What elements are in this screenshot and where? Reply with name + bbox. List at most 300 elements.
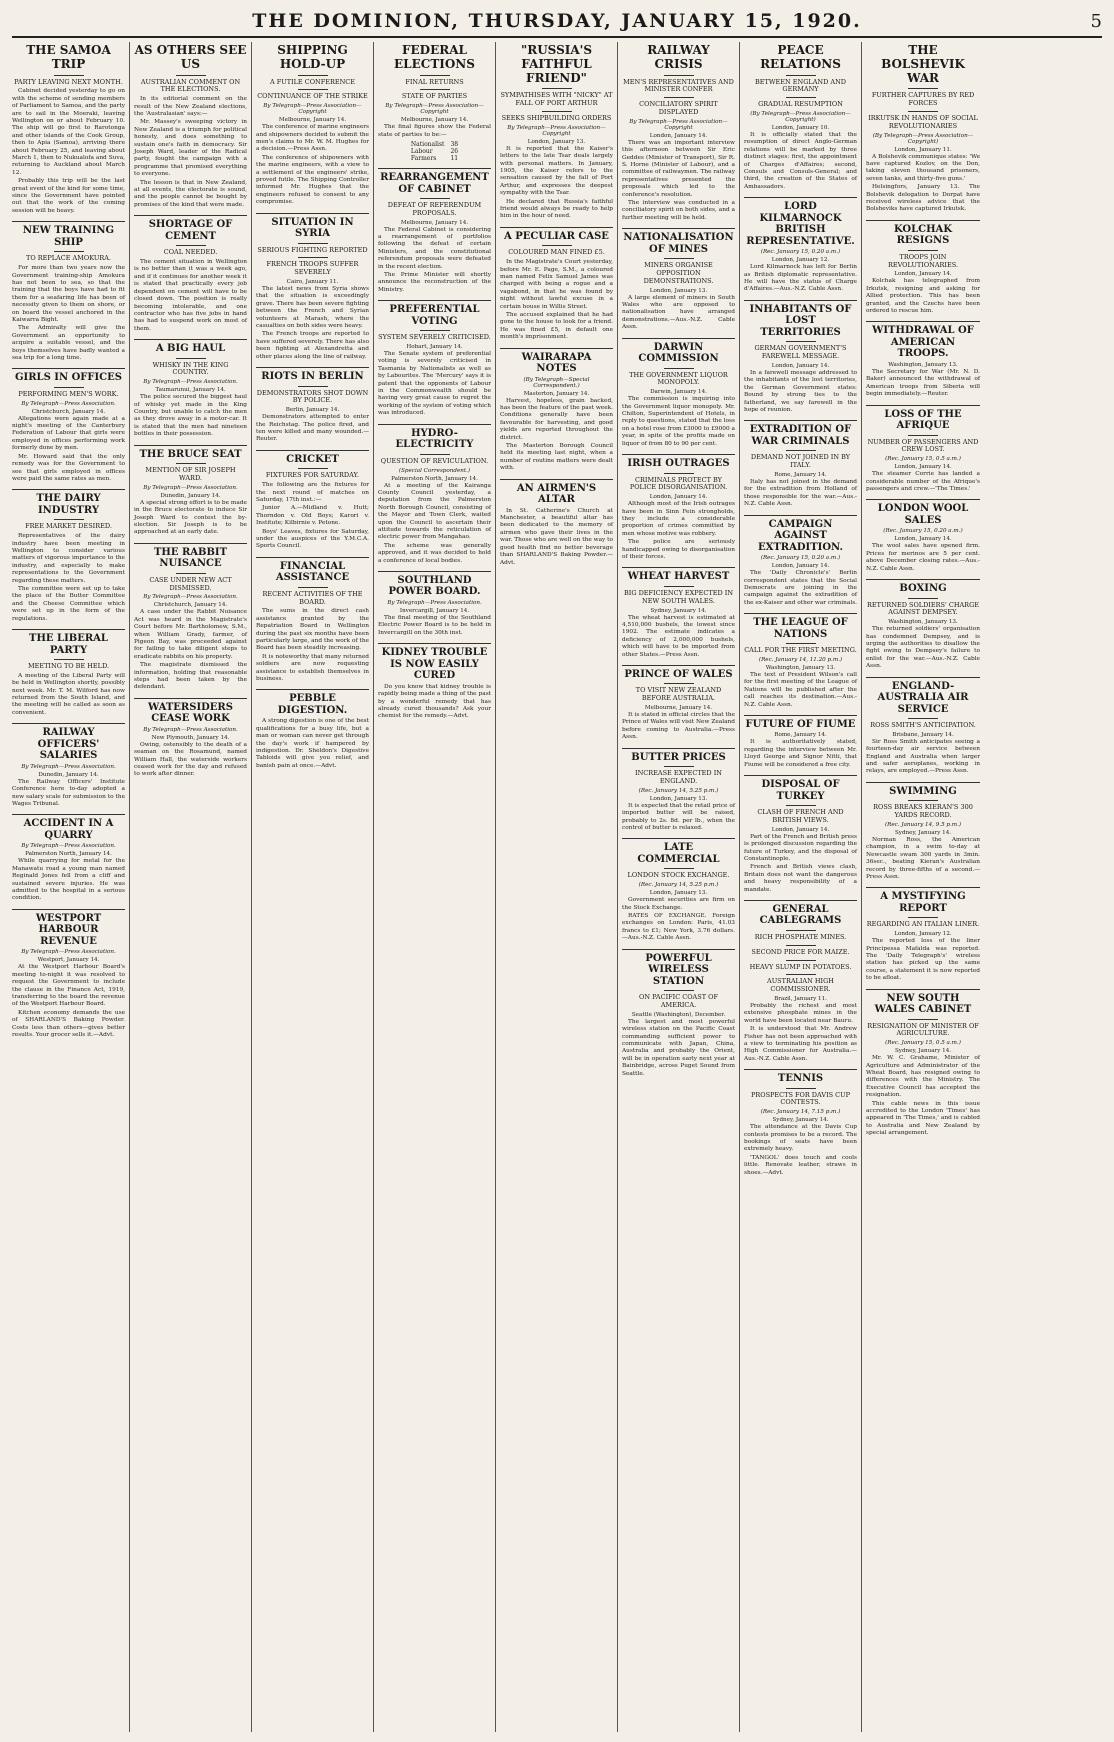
headline: SWIMMING xyxy=(889,785,957,797)
headline-dash xyxy=(420,454,450,455)
paragraph: Allegations were again made at a night's meeting of the Canterbury Federation of Labour that girls were employed in offices performing work formerly done by men. xyxy=(12,415,125,452)
headline: LONDON WOOL SALES xyxy=(877,503,969,526)
subheadline: TO REPLACE AMOKURA. xyxy=(26,254,111,263)
dateline: London, January 14. xyxy=(894,464,952,471)
headline: PREFERENTIAL VOTING xyxy=(389,304,480,327)
headline-dash xyxy=(786,974,816,975)
paragraph: The police secured the biggest haul of whisky yet made in the King Country, but unable to catch the men as they drove away in a motor-car. It is stated that the men had nineteen bottles in their possession. xyxy=(134,394,247,438)
article-body xyxy=(500,508,613,567)
article xyxy=(866,677,980,776)
article-body xyxy=(866,543,980,573)
article-body xyxy=(378,615,491,637)
headline: THE BOLSHEVIK WAR xyxy=(881,43,965,85)
article-divider xyxy=(134,339,247,340)
subheadline: TO VISIT NEW ZEALAND BEFORE AUSTRALIA. xyxy=(635,686,722,703)
article-body xyxy=(744,370,857,414)
paragraph: Mr. Howard said that the only remedy was for the Government to see that girls employed in offices were paid the same rates as men. xyxy=(12,453,125,482)
headline: WITHDRAWAL OF AMERICAN TROOPS. xyxy=(872,325,974,360)
headline-dash xyxy=(664,75,694,76)
headline-dash xyxy=(786,341,816,342)
headline-dash xyxy=(664,990,694,991)
article-divider xyxy=(134,698,247,699)
paragraph: The commission is inquiring into the Government liquor monopoly. Mr. Chilton, Superintendent of Hotels, in reply to questions, stated that the loss on a hotel rose from £3000 to £9000 a year, in spite of the profits made on liquor of from 80 to 90 per cent. xyxy=(622,396,735,447)
article xyxy=(500,479,613,567)
headline: CRICKET xyxy=(286,453,339,465)
article-divider xyxy=(12,909,125,910)
paragraph: Mr. Massey's sweeping victory in New Zealand is a triumph for political honesty, and does something to sustain one's faith in democracy. Sir Joseph Ward, leader of the Radical party, fought the campaign with a programme that promised everything to everyone. xyxy=(134,119,247,178)
article-divider xyxy=(500,348,613,349)
dateline: Washington, January 13. xyxy=(888,619,958,626)
byline: (Rec. January 15, 0.20 a.m.) xyxy=(760,249,841,256)
dateline: Dunedin, January 14. xyxy=(160,492,221,499)
article xyxy=(744,515,857,608)
dateline: London, January 14. xyxy=(894,536,952,543)
paragraph: It is understood that Mr. Andrew Fisher has not been approached with a view to terminating his position as High Commissioner for Australia.—Aus.-N.Z. Cable Assn. xyxy=(744,1026,857,1062)
headline-dash xyxy=(908,111,938,112)
subheadline: COAL NEEDED. xyxy=(163,248,218,257)
masthead xyxy=(12,6,1102,38)
paragraph: Part of the French and British press is prolonged discussion regarding the future of Turkey, and the disposal of Constantinople. xyxy=(744,833,857,862)
article-divider xyxy=(744,613,857,614)
paragraph: The magistrate dismissed the information, holding that reasonable steps had been taken by the defendant. xyxy=(134,662,247,691)
subheadline: A FUTILE CONFERENCE xyxy=(269,77,356,86)
paragraph: It is reported that the Kaiser's letters to the late Tsar deals largely with personal matters. In January, 1905, the Kaiser refers to the sensation caused by the fall of Port Arthur, and expresses the deepest sympathy with the Tsar. xyxy=(500,145,613,197)
byline: (Rec. January 14, 9.5 p.m.) xyxy=(884,821,962,828)
dateline: London, January 14. xyxy=(649,132,708,139)
article xyxy=(12,629,125,717)
headline: WESTPORT HARBOUR REVENUE xyxy=(35,912,102,947)
paragraph: The steamer Corrie has landed a considerable number of the Afrique's passengers and crew.—'The Times.' xyxy=(866,471,980,492)
paragraph: The Admiralty will give the Government an opportunity to acquire a suitable vessel, and the boys themselves have badly wanted a sea trip for a long time. xyxy=(12,325,125,361)
dateline: Brisbane, January 14. xyxy=(892,731,954,738)
dateline: Invercargill, January 14. xyxy=(399,607,470,614)
headline-dash xyxy=(786,643,816,644)
article xyxy=(378,643,491,721)
article-divider xyxy=(12,368,125,369)
headline-dash xyxy=(420,75,450,76)
headline: RIOTS IN BERLIN xyxy=(261,371,364,383)
article-body xyxy=(134,500,247,537)
subheadline: ROSS SMITH'S ANTICIPATION. xyxy=(870,721,976,730)
headline-dash xyxy=(664,868,694,869)
headline: LATE COMMERCIAL xyxy=(637,842,720,865)
subheadline: DEMAND NOT JOINED IN BY ITALY. xyxy=(750,453,851,470)
article-body xyxy=(12,964,125,1039)
headline: SITUATION IN SYRIA xyxy=(271,216,354,240)
dateline: Sydney, January 14. xyxy=(894,829,952,836)
subheadline: CONCILIATORY SPIRIT DISPLAYED xyxy=(639,100,718,116)
paragraph: Italy has not joined in the demand for the extradition from Holland of those responsible for the war.—Aus.-N.Z. Cable Assn. xyxy=(744,478,857,508)
article xyxy=(134,215,247,333)
headline-dash xyxy=(542,111,572,112)
paragraph: A special strong effort is to be made in the Bruce electorate to induce Sir Joseph Ward to contest the by-election. Sir Joseph is to be approached at an early date. xyxy=(134,499,247,536)
dateline: London, January 14. xyxy=(771,563,830,570)
party-seats: 38 xyxy=(450,141,459,148)
article xyxy=(12,723,125,808)
paragraph: The Masterton Borough Council held its meeting last night, when a number of routine matters were dealt with. xyxy=(500,443,613,472)
headline: POWERFUL WIRELESS STATION xyxy=(645,952,712,987)
article-divider xyxy=(866,321,980,322)
article xyxy=(866,44,980,214)
article xyxy=(866,782,980,882)
article xyxy=(12,814,125,902)
table-row xyxy=(408,141,461,148)
article-divider xyxy=(622,567,735,568)
paragraph: The lesson is that in New Zealand, at all events, the electorate is sound, and the people cannot be bought by promises of the kind that were made. xyxy=(134,179,247,208)
article xyxy=(12,368,125,483)
dateline: Berlin, January 14. xyxy=(285,407,340,414)
article-divider xyxy=(256,689,369,690)
article-body xyxy=(622,140,735,222)
dateline: Washington, January 13. xyxy=(765,664,836,671)
dateline: Dunedin, January 14. xyxy=(38,771,99,778)
article-body xyxy=(12,265,125,362)
paragraph: Kitchen economy demands the use of SHARLAND'S Baking Powder. Costs less than others—gives better results. Your grocer sells it.—Advt. xyxy=(12,1009,125,1038)
byline: By Telegraph—Press Association. xyxy=(143,484,238,491)
article-divider xyxy=(12,221,125,222)
paragraph: Probably this trip will be the last great event of the kind for some time, since the Government have pointed out that the work of the coming session will be heavy. xyxy=(12,178,125,214)
byline: (By Telegraph—Press Association—Copyright) xyxy=(872,132,974,145)
dateline: Christchurch, January 14. xyxy=(31,408,106,415)
subheadline: MEN'S REPRESENTATIVES AND MINISTER CONFER xyxy=(623,77,734,94)
headline-dash xyxy=(786,450,816,451)
article-body xyxy=(12,858,125,902)
dateline: London, January 13. xyxy=(649,890,708,897)
article-divider xyxy=(744,420,857,421)
byline: By Telegraph—Press Association. xyxy=(21,763,116,770)
article xyxy=(134,445,247,537)
article-divider xyxy=(866,499,980,500)
byline: (Rec. January 15, 0.20 a.m.) xyxy=(760,555,841,562)
subheadline: WHISKY IN THE KING COUNTRY. xyxy=(152,360,229,377)
article-body xyxy=(622,803,735,833)
article xyxy=(866,887,980,982)
party-name: Labour xyxy=(410,148,433,155)
subheadline: MINERS ORGANISE OPPOSITION DEMONSTRATIONS. xyxy=(643,261,714,285)
dateline: Melbourne, January 14. xyxy=(278,117,347,124)
dateline: London, January 13. xyxy=(649,795,708,802)
subheadline: RETURNED SOLDIERS' CHARGE AGAINST DEMPSEY. xyxy=(866,600,980,617)
dateline: Cairo, January 11. xyxy=(286,279,339,286)
headline: TENNIS xyxy=(777,1073,824,1085)
headline-dash xyxy=(664,473,694,474)
article-divider xyxy=(866,220,980,221)
article-divider xyxy=(622,338,735,339)
dateline: London, January 14. xyxy=(771,826,830,833)
article xyxy=(744,613,857,709)
article-divider xyxy=(622,665,735,666)
article xyxy=(256,689,369,770)
article-body xyxy=(744,264,857,294)
article xyxy=(622,338,735,448)
article xyxy=(622,949,735,1078)
headline: KIDNEY TROUBLE IS NOW EASILY CURED xyxy=(381,647,488,682)
headline-dash xyxy=(908,800,938,801)
byline: (Special Correspondent.) xyxy=(398,467,471,474)
article xyxy=(622,748,735,833)
article-divider xyxy=(866,887,980,888)
column-3 xyxy=(252,42,374,1732)
dateline: Palmerston North, January 14. xyxy=(25,851,112,858)
subheadline: CASE UNDER NEW ACT DISMISSED. xyxy=(149,575,232,592)
article xyxy=(134,698,247,779)
article-divider xyxy=(866,405,980,406)
column-7 xyxy=(740,42,862,1732)
article-body xyxy=(378,483,491,565)
article-body xyxy=(622,396,735,448)
headline: KOLCHAK RESIGNS xyxy=(893,223,953,247)
paragraph: The sums in the direct cash assistance granted by the Repatriation Board in Wellington during the past six months have been particularly large, and the work of the Board has been steadily increasing. xyxy=(256,608,369,652)
headline: DISPOSAL OF TURKEY xyxy=(761,779,840,802)
headline-dash xyxy=(54,75,84,76)
subheadline: FINAL RETURNS xyxy=(405,77,464,86)
subheadline: COLOURED MAN FINED £5. xyxy=(508,248,605,257)
headline-dash xyxy=(786,805,816,806)
headline-dash xyxy=(298,386,328,387)
subheadline: SYMPATHISES WITH "NICKY" AT FALL OF PORT ARTHUR xyxy=(500,91,613,108)
dateline: Sydney, January 14. xyxy=(650,607,707,614)
paragraph: The wool sales have opened firm. Prices for merinos are 5 per cent. above December closing rates.—Aus.-N.Z. Cable Assn. xyxy=(866,543,980,572)
article-divider xyxy=(622,748,735,749)
subheadline: TROOPS JOIN REVOLUTIONARIES. xyxy=(887,252,959,269)
article xyxy=(622,665,735,742)
dateline: London, January 14. xyxy=(771,362,830,369)
headline-dash xyxy=(420,89,450,90)
article-divider xyxy=(866,579,980,580)
paragraph: Mr. W. C. Grahame, Minister of Agriculture and Administrator of the Wheat Board, has resigned owing to differences with the Ministry. The Executive Council has accepted the resignation. xyxy=(866,1055,980,1099)
article xyxy=(744,197,857,294)
article-body xyxy=(500,398,613,473)
article-divider xyxy=(866,677,980,678)
subheadline: GRADUAL RESUMPTION xyxy=(758,100,843,109)
subheadline: AUSTRALIAN HIGH COMMISSIONER. xyxy=(767,977,834,994)
article xyxy=(744,1069,857,1177)
paragraph: A large element of miners in South Wales who are opposed to nationalisation have arranged demonstrations.—Aus.-N.Z. Cable Assn. xyxy=(622,294,735,331)
article-divider xyxy=(744,300,857,301)
headline-dash xyxy=(298,75,328,76)
byline: By Telegraph—Press Association. xyxy=(143,726,238,733)
article xyxy=(744,775,857,894)
article-body xyxy=(378,124,491,139)
headline: SHORTAGE OF CEMENT xyxy=(148,219,233,242)
article xyxy=(378,424,491,565)
column-4 xyxy=(374,42,496,1732)
paragraph: A strong digestion is one of the best qualifications for a busy life, but a man or woman can never get through the day's work if hampered by indigestion. Dr. Sheldon's Digestive Tabloids will give you relief, and banish pain at once.—Advt. xyxy=(256,718,369,769)
headline: BUTTER PRICES xyxy=(631,751,726,763)
article-body xyxy=(500,259,613,341)
article-divider xyxy=(744,715,857,716)
paragraph: It is noteworthy that many returned soldiers are now requesting assistance to establish themselves in business. xyxy=(256,653,369,683)
headline: GIRLS IN OFFICES xyxy=(15,372,122,384)
subheadline: SEEKS SHIPBUILDING ORDERS xyxy=(501,113,612,122)
article-divider xyxy=(378,300,491,301)
byline: (By Telegraph—Press Association—Copyright) xyxy=(750,110,851,123)
headline-dash xyxy=(908,598,938,599)
article-divider xyxy=(134,445,247,446)
headline: AN AIRMEN'S ALTAR xyxy=(516,482,597,506)
party-seats: 26 xyxy=(450,148,459,155)
headline-dash xyxy=(664,586,694,587)
headline: THE SAMOA TRIP xyxy=(26,43,111,71)
subheadline: FREE MARKET DESIRED. xyxy=(25,522,112,531)
party-name: Farmers xyxy=(410,155,437,162)
headline-dash xyxy=(786,945,816,946)
headline: THE LEAGUE OF NATIONS xyxy=(753,617,848,640)
article xyxy=(12,44,125,215)
paragraph: He declared that Russia's faithful friend would always be ready to help him in the hour of need. xyxy=(500,198,613,220)
article-body xyxy=(744,132,857,191)
subheadline: PARTY LEAVING NEXT MONTH. xyxy=(14,77,123,86)
paragraph: Helsingfors, January 13. The Bolshevik delegation to Dorpat have received wireless advice that the Bolsheviks have captured Irkutsk. xyxy=(866,184,980,213)
article xyxy=(866,499,980,573)
headline-dash xyxy=(542,245,572,246)
subheadline: BETWEEN ENGLAND AND GERMANY xyxy=(755,77,846,94)
paragraph: The Railway Officers' Institute Conference here to-day adopted a new salary scale for submission to the Wages Tribunal. xyxy=(12,778,125,807)
article xyxy=(866,989,980,1138)
headline: NEW SOUTH WALES CABINET xyxy=(874,992,972,1016)
dateline: London, January 12. xyxy=(771,257,830,264)
headline-dash xyxy=(54,387,84,388)
headline-dash xyxy=(176,75,206,76)
paragraph: It is stated in official circles that the Prince of Wales will visit New Zealand before coming to Australia.—Press Assn. xyxy=(622,712,735,741)
subheadline: RESIGNATION OF MINISTER OF AGRICULTURE. xyxy=(867,1021,979,1038)
byline: (Rec. January 15, 0.5 a.m.) xyxy=(885,1040,961,1047)
headline: A MYSTIFYING REPORT xyxy=(880,891,966,914)
byline: By Telegraph—Press Association—Copyright xyxy=(385,103,484,116)
subheadline: RICH PHOSPHATE MINES. xyxy=(754,932,847,941)
headline-dash xyxy=(664,258,694,259)
paragraph: Owing, ostensibly to the death of a seaman on the Rosamund, named William Hall, the waterside workers ceased work for the day and refused to work after dinner. xyxy=(134,741,247,778)
paragraph: The wheat harvest is estimated at 4,510,000 bushels, the lowest since 1902. The estimate indicates a deficiency of 2,000,000 bushels, which will have to be imported from other States.—Press Assn. xyxy=(622,614,735,658)
dateline: London, January 11. xyxy=(894,146,952,153)
subheadline: CLASH OF FRENCH AND BRITISH VIEWS. xyxy=(757,808,844,824)
dateline: New Plymouth, January 14. xyxy=(151,734,230,741)
byline: By Telegraph—Press Association. xyxy=(143,594,238,601)
table-row xyxy=(408,155,461,162)
byline: (Rec. January 14, 5.25 p.m.) xyxy=(638,882,719,889)
subheadline: REGARDING AN ITALIAN LINER. xyxy=(866,920,980,929)
headline: FINANCIAL ASSISTANCE xyxy=(275,560,350,584)
headline-dash xyxy=(664,97,694,98)
state-of-parties-table xyxy=(408,141,461,162)
subheadline: ON PACIFIC COAST OF AMERICA. xyxy=(639,993,718,1009)
paragraph: The accused explained that he had gone to the house to look for a friend. He was fined £5, in default one month's imprisonment. xyxy=(500,311,613,341)
article-body xyxy=(744,739,857,769)
subheadline: FRENCH TROOPS SUFFER SEVERELY xyxy=(266,260,359,277)
paragraph: The committee were set up to take the place of the Butter Committee and the Cheese Committee which were set up in the form of the regulations. xyxy=(12,585,125,622)
paragraph: The largest and most powerful wireless station on the Pacific Coast commanding sufficient power to communicate with Japan, China, Australia and probably the Orient, will be in operation early next year at Bainbridge, across Puget Sound from Seattle. xyxy=(622,1018,735,1077)
columns xyxy=(8,42,1106,1732)
headline: WAIRARAPA NOTES xyxy=(521,351,592,375)
dateline: Taumarunui, January 14. xyxy=(155,387,226,394)
headline-dash xyxy=(786,1088,816,1089)
article-body xyxy=(12,88,125,215)
subheadline: STATE OF PARTIES xyxy=(401,92,468,101)
article-divider xyxy=(256,450,369,451)
article-body xyxy=(378,227,491,295)
dateline: London, January 14. xyxy=(894,271,952,278)
party-name: Nationalist xyxy=(410,141,445,148)
subheadline: CRIMINALS PROTECT BY POLICE DISORGANISATION. xyxy=(629,475,728,492)
headline: RAILWAY CRISIS xyxy=(647,43,710,71)
headline: NATIONALISATION OF MINES xyxy=(623,232,734,255)
headline: PRINCE OF WALES xyxy=(624,668,733,680)
headline: WHEAT HARVEST xyxy=(627,571,730,583)
paragraph: A Bolshevik communique states: 'We have captured Kozlov, on the Don, taking eleven thousand prisoners, seven tanks, and thirty-five guns.' xyxy=(866,153,980,182)
headline-dash xyxy=(54,659,84,660)
article xyxy=(378,44,491,162)
subheadline: SECOND PRICE FOR MAIZE. xyxy=(751,947,850,956)
article-body xyxy=(134,742,247,779)
headline: FUTURE OF FIUME xyxy=(745,718,856,730)
article-body xyxy=(12,779,125,809)
article xyxy=(744,300,857,415)
headline-dash xyxy=(908,88,938,89)
paragraph: Norman Ross, the American champion, in a swim to-day at Newcastle swam 300 yards in 3min. 36sec., beating Kieran's Australian record by three-fifths of a second.—Press Assn. xyxy=(866,836,980,880)
headline: LOSS OF THE AFRIQUE xyxy=(884,408,962,432)
paragraph: In its editorial comment on the result of the New Zealand elections, the 'Australasian' says:— xyxy=(134,96,247,117)
dateline: Palmerston North, January 14. xyxy=(391,475,478,482)
article-divider xyxy=(622,949,735,950)
byline: (By Telegraph—Special Correspondent.) xyxy=(523,376,590,389)
headline: FEDERAL ELECTIONS xyxy=(394,43,475,71)
paragraph: The returned soldiers' organisation has condemned Dempsey, and is urging the authorities to disallow the fight owing to Dempsey's failure to enlist for the war.—Aus.-N.Z. Cable Assn. xyxy=(866,626,980,670)
article xyxy=(866,579,980,671)
headline: THE RABBIT NUISANCE xyxy=(153,546,228,570)
headline-dash xyxy=(176,573,206,574)
paragraph: RATES OF EXCHANGE. Foreign exchanges on London: Paris, 41.03 francs to £1; New York, 3.76 dollars.—Aus.-N.Z. Cable Assn. xyxy=(622,913,735,942)
subheadline: THE GOVERNMENT LIQUOR MONOPOLY. xyxy=(629,370,728,387)
byline: By Telegraph—Press Association—Copyright xyxy=(507,124,606,137)
dateline: Washington, January 13. xyxy=(888,361,958,368)
article-divider xyxy=(622,454,735,455)
paragraph: A meeting of the Liberal Party will be held in Wellington shortly, possibly next week. Mr. T. M. Wilford has now returned from the South Island, and the meeting will be called as soon as convenient. xyxy=(12,672,125,716)
article-body xyxy=(866,1055,980,1137)
article-body xyxy=(500,146,613,221)
article-body xyxy=(256,482,369,551)
article xyxy=(378,168,491,294)
article xyxy=(866,220,980,316)
dateline: London, January 13. xyxy=(649,287,708,294)
column-6 xyxy=(618,42,740,1732)
paragraph: The scheme was generally approved, and it was decided to hold a conference of local bodies. xyxy=(378,542,491,564)
subheadline: CALL FOR THE FIRST MEETING. xyxy=(744,646,857,655)
article-body xyxy=(622,615,735,659)
headline: LORD KILMARNOCK BRITISH REPRESENTATIVE. xyxy=(746,201,855,247)
article-body xyxy=(378,684,491,721)
subheadline: GERMAN GOVERNMENT'S FAREWELL MESSAGE. xyxy=(754,344,847,361)
article-body xyxy=(866,278,980,315)
subheadline: SERIOUS FIGHTING REPORTED xyxy=(257,245,368,254)
article-divider xyxy=(378,571,491,572)
byline: By Telegraph—Press Association. xyxy=(387,599,482,606)
subheadline: MEETING TO BE HELD. xyxy=(27,662,110,670)
article-divider xyxy=(256,367,369,368)
paragraph: 'TANGOL' does touch and cools little. Renovate leather, straws in shoes.—Advt. xyxy=(744,1154,857,1176)
headline: THE DAIRY INDUSTRY xyxy=(36,493,101,516)
dateline: London, January 10. xyxy=(771,124,830,131)
article-divider xyxy=(256,557,369,558)
article xyxy=(622,454,735,561)
dateline: London, January 14. xyxy=(649,494,708,501)
article xyxy=(256,367,369,444)
paragraph: The French troops are reported to have suffered severely. There has also been fighting at Alexandretta and other places along the line of railway. xyxy=(256,331,369,360)
paragraph: The conference of marine engineers and shipowners decided to submit the men's claims to Mr. W. M. Hughes for a decision.—Press Assn. xyxy=(256,124,369,153)
subheadline: NUMBER OF PASSENGERS AND CREW LOST. xyxy=(867,437,979,454)
article-divider xyxy=(12,723,125,724)
headline: SHIPPING HOLD-UP xyxy=(277,43,348,71)
headline: THE BRUCE SEAT xyxy=(139,448,242,460)
